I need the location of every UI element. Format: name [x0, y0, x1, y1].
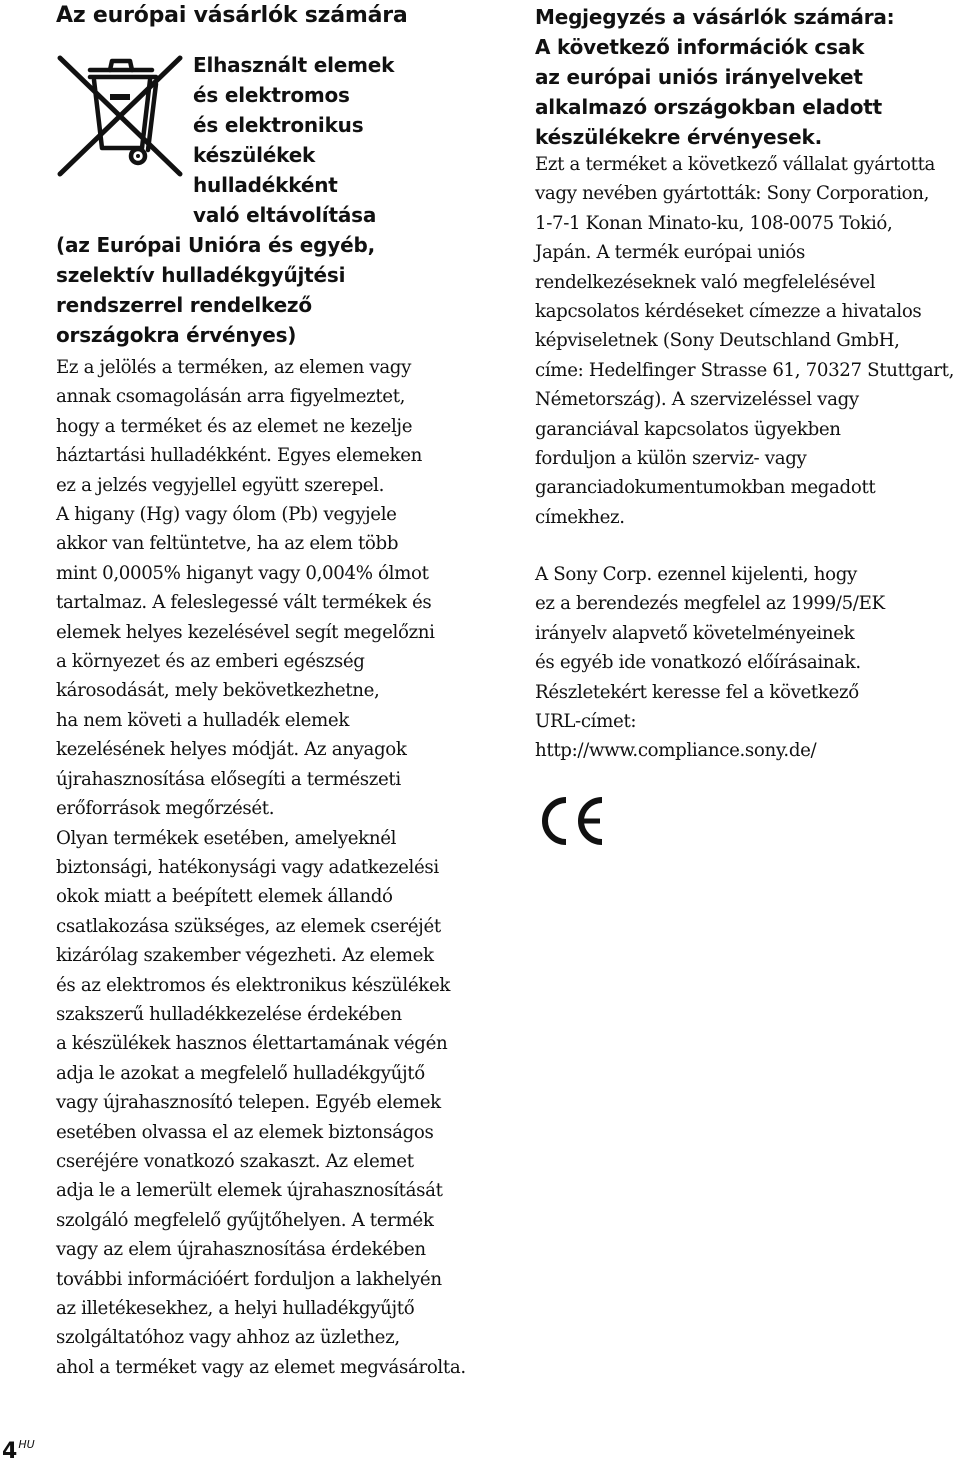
page-number	[2, 1432, 35, 1465]
text-line: csatlakozása szükséges, az elemek cseréjét	[56, 915, 441, 937]
text-line: ez a berendezés megfelel az 1999/5/EK	[535, 593, 885, 615]
text-line: további információért forduljon a lakhelyén	[56, 1268, 442, 1290]
declaration-text	[535, 560, 955, 766]
text-line: képviseletnek (Sony Deutschland GmbH,	[535, 330, 900, 352]
text-line: annak csomagolásán arra figyelmeztet,	[56, 386, 406, 408]
page-language-code: HU	[18, 1438, 35, 1451]
text-line: forduljon a külön szerviz- vagy	[535, 448, 807, 470]
text-line: Japán. A termék európai uniós	[535, 242, 805, 264]
text-line: erőforrások megőrzését.	[56, 798, 275, 820]
heading-line: hulladékként	[193, 173, 338, 197]
disposal-heading	[193, 50, 453, 230]
text-line: akkor van feltüntetve, ha az elem több	[56, 533, 399, 555]
disposal-heading-continued	[56, 230, 476, 350]
text-line: Részletekért keresse fel a következő	[535, 681, 859, 703]
text-line: ha nem követi a hulladék elemek	[56, 709, 350, 731]
heading-line: és elektronikus	[193, 113, 364, 137]
text-line: Ez a jelölés a terméken, az elemen vagy	[56, 357, 412, 378]
heading-line: készülékekre érvényesek.	[535, 125, 822, 149]
text-line: A Sony Corp. ezennel kijelenti, hogy	[535, 564, 857, 585]
text-line: címe: Hedelfinger Strasse 61, 70327 Stuttgart,	[535, 359, 955, 381]
eu-customer-note-heading	[535, 2, 955, 152]
text-line: címekhez.	[535, 506, 625, 528]
heading-line: rendszerrel rendelkező	[56, 293, 312, 317]
text-line: mint 0,0005% higanyt vagy 0,004% ólmot	[56, 562, 429, 584]
text-line: http://www.compliance.sony.de/	[535, 740, 817, 762]
text-line: URL-címet:	[535, 711, 637, 733]
heading-line: (az Európai Unióra és egyéb,	[56, 233, 375, 257]
text-line: szakszerű hulladékkezelése érdekében	[56, 1003, 402, 1025]
text-line: károsodását, mely bekövetkezhetne,	[56, 680, 380, 702]
text-line: garanciával kapcsolatos ügyekben	[535, 418, 841, 440]
heading-line: országokra érvényes)	[56, 323, 297, 347]
heading-line: készülékek	[193, 143, 316, 167]
section-title: Az európai vásárlók számára	[56, 3, 408, 28]
text-line: esetében olvassa el az elemek biztonságos	[56, 1121, 434, 1143]
heading-line: az európai uniós irányelveket	[535, 65, 863, 89]
text-line: A higany (Hg) vagy ólom (Pb) vegyjele	[56, 504, 397, 526]
text-line: ez a jelzés vegyjellel együtt szerepel.	[56, 474, 385, 496]
text-line: 1-7-1 Konan Minato-ku, 108-0075 Tokió,	[535, 212, 893, 234]
text-line: hogy a terméket és az elemet ne kezelje	[56, 415, 413, 437]
text-line: okok miatt a beépített elemek állandó	[56, 886, 393, 908]
manufacturer-info-text	[535, 150, 955, 532]
text-line: háztartási hulladékként. Egyes elemeken	[56, 445, 423, 467]
text-line: biztonsági, hatékonysági vagy adatkezelési	[56, 856, 439, 878]
text-line: szolgáltatóhoz vagy ahhoz az üzlethez,	[56, 1327, 400, 1349]
ce-mark-icon	[536, 796, 606, 846]
heading-line: való eltávolítása	[193, 203, 377, 227]
text-line: újrahasznosítása elősegíti a természeti	[56, 768, 401, 790]
text-line: Olyan termékek esetében, amelyeknél	[56, 827, 397, 849]
text-line: a környezet és az emberi egészség	[56, 651, 365, 673]
text-line: Németország). A szervizeléssel vagy	[535, 389, 859, 411]
heading-line: Megjegyzés a vásárlók számára:	[535, 5, 895, 29]
text-line: az illetékesekhez, a helyi hulladékgyűjtő	[56, 1298, 415, 1319]
text-line: kizárólag szakember végezheti. Az elemek	[56, 945, 434, 967]
text-line: elemek helyes kezelésével segít megelőzni	[56, 621, 435, 643]
page-number-value: 4	[2, 1439, 18, 1464]
text-line: cseréjére vonatkozó szakaszt. Az elemet	[56, 1150, 414, 1172]
text-line: és az elektromos és elektronikus készülékek	[56, 974, 451, 996]
text-line: a készülékek hasznos élettartamának végén	[56, 1033, 448, 1055]
text-line: irányelv alapvető követelményeinek	[535, 622, 855, 644]
text-line: vagy az elem újrahasznosítása érdekében	[56, 1239, 426, 1261]
text-line: adja le a lemerült elemek újrahasznosítását	[56, 1180, 443, 1202]
text-line: adja le azokat a megfelelő hulladékgyűjtő	[56, 1062, 425, 1084]
text-line: vagy nevében gyártották: Sony Corporation,	[535, 183, 930, 205]
crossed-out-wheelie-bin-icon	[56, 50, 184, 185]
heading-line: A következő információk csak	[535, 35, 865, 59]
text-line: kapcsolatos kérdéseket címezze a hivatalos	[535, 301, 922, 323]
heading-line: alkalmazó országokban eladott	[535, 95, 882, 119]
text-line: ahol a terméket vagy az elemet megvásárolta.	[56, 1356, 466, 1378]
text-line: garanciadokumentumokban megadott	[535, 477, 876, 499]
heading-line: Elhasznált elemek	[193, 53, 395, 77]
text-line: vagy újrahasznosító telepen. Egyéb elemek	[56, 1092, 441, 1114]
text-line: szolgáló megfelelő gyűjtőhelyen. A termék	[56, 1209, 434, 1231]
text-line: rendelkezéseknek való megfelelésével	[535, 271, 876, 293]
text-line: tartalmaz. A feleslegessé vált termékek és	[56, 592, 432, 614]
text-line: kezelésének helyes módját. Az anyagok	[56, 739, 407, 761]
heading-line: és elektromos	[193, 83, 350, 107]
heading-line: szelektív hulladékgyűjtési	[56, 263, 346, 287]
text-line: Ezt a terméket a következő vállalat gyártotta	[535, 154, 936, 175]
disposal-body-text	[56, 353, 496, 1382]
text-line: és egyéb ide vonatkozó előírásainak.	[535, 652, 861, 674]
